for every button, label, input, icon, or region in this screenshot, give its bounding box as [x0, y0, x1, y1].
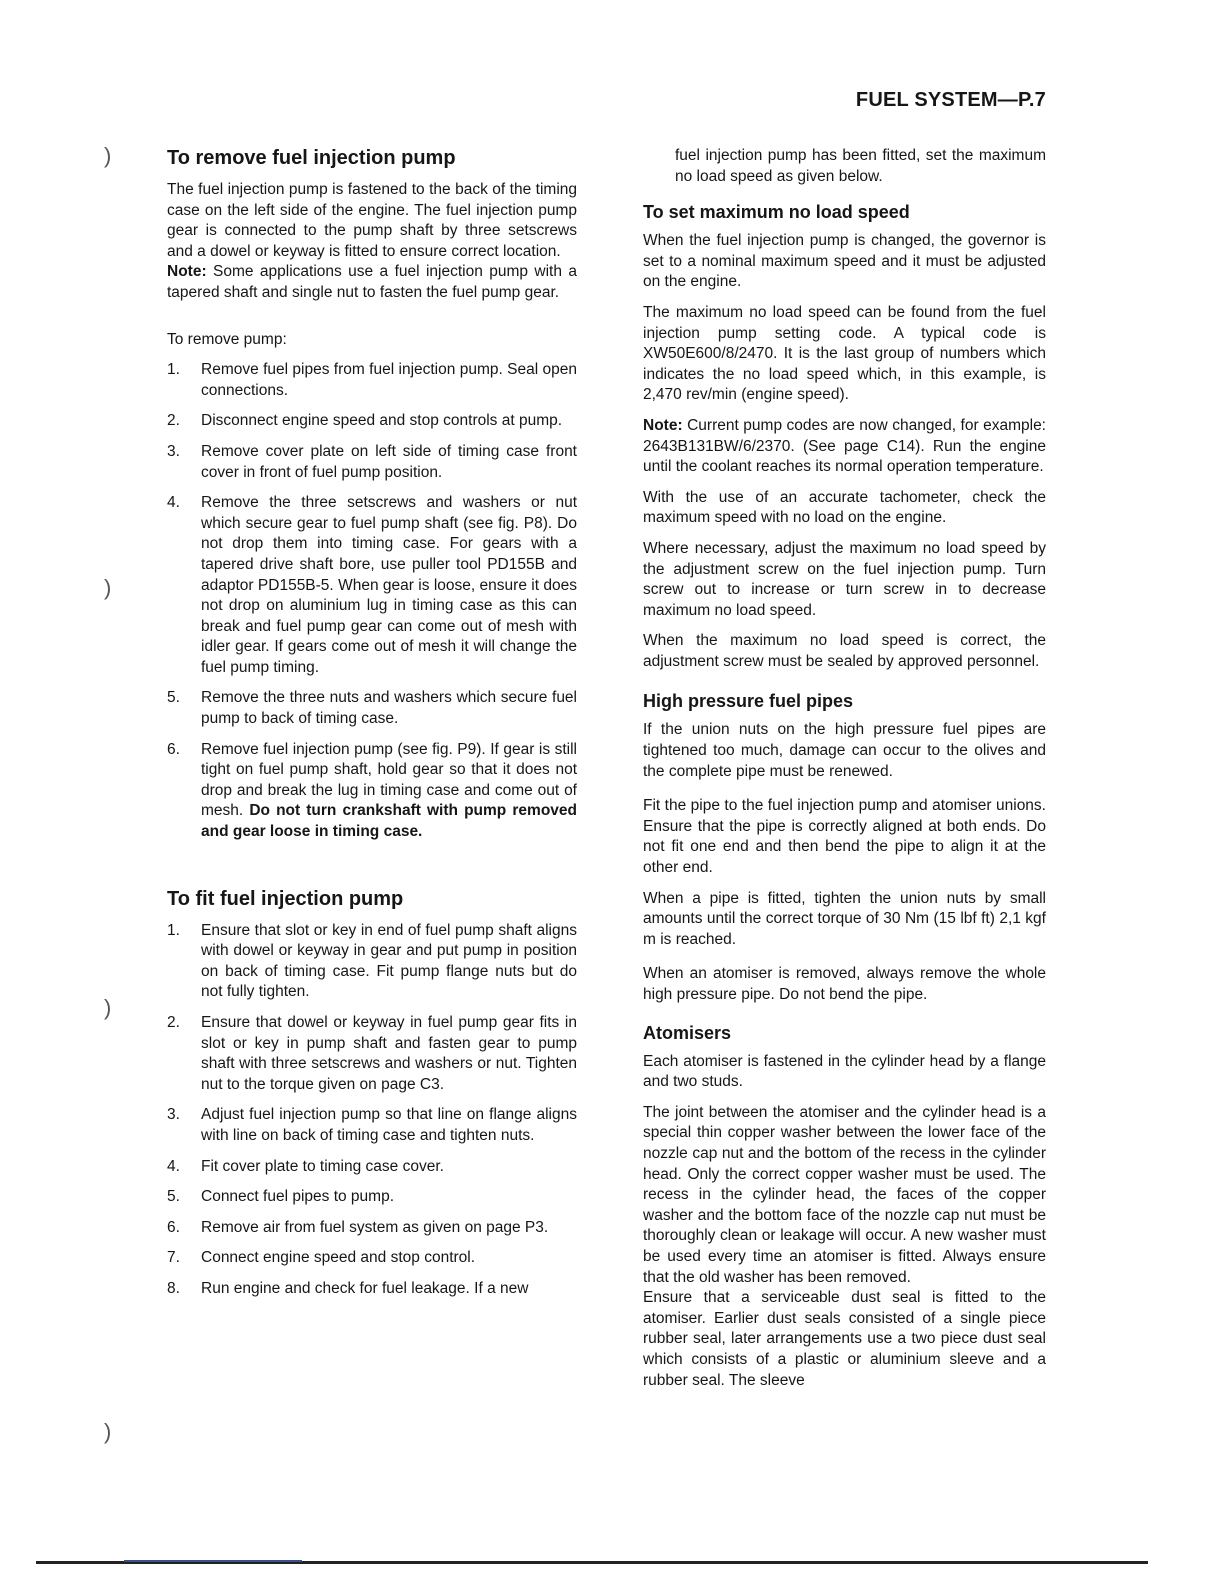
list-item: 5. Remove the three nuts and washers which secure fuel pump to back of timing case.	[167, 689, 577, 728]
paragraph: Where necessary, adjust the maximum no load speed by the adjustment screw on the fuel injection pump. Turn screw out to increase or turn screw in to decrease maximum no load speed.	[643, 539, 1046, 619]
paragraph: When the fuel injection pump is changed, the governor is set to a nominal maximum speed and it must be adjusted on the engine.	[643, 232, 1046, 291]
note-label: Note:	[643, 416, 683, 434]
paragraph: When an atomiser is removed, always remove the whole high pressure pipe. Do not bend the pipe.	[643, 965, 1046, 1003]
list-item: 4. Fit cover plate to timing case cover.	[167, 1157, 444, 1175]
list-item: 3. Adjust fuel injection pump so that line on flange aligns with line on back of timing case and tighten nuts.	[167, 1106, 577, 1144]
fit-steps-list	[167, 921, 577, 1300]
continued-paragraph: fuel injection pump has been fitted, set the maximum no load speed as given below.	[675, 147, 1046, 185]
list-item: 1. Remove fuel pipes from fuel injection pump. Seal open connections.	[167, 361, 577, 399]
paragraph: To remove pump:	[167, 330, 287, 348]
list-item: 6. Remove air from fuel system as given on page P3.	[167, 1218, 549, 1236]
paragraph: Each atomiser is fastened in the cylinder head by a flange and two studs.	[643, 1052, 1046, 1091]
section-heading-remove: To remove fuel injection pump	[167, 147, 456, 169]
note-paragraph	[643, 416, 1046, 478]
margin-mark: )	[104, 1419, 112, 1444]
list-item: 8. Run engine and check for fuel leakage. If a new	[167, 1279, 529, 1297]
paragraph: When a pipe is fitted, tighten the union nuts by small amounts until the correct torque of 30 Nm (15 lbf ft) 2,1 kgf m is reached.	[643, 889, 1046, 948]
paragraph: Ensure that a serviceable dust seal is fitted to the atomiser. Earlier dust seals consisted of a single piece rubber seal, later arrangements use a two piece dust seal which consists of a plastic or aluminium sleeve and a rubber seal. The sleeve	[643, 1289, 1046, 1389]
paragraph: Fit the pipe to the fuel injection pump and atomiser unions. Ensure that the pipe is correctly aligned at both ends. Do not fit one end and then bend the pipe to align it at the other end.	[643, 797, 1046, 877]
note-text: Current pump codes are now changed, for example: 2643B131BW/6/2370. (See page C14). Run the engine until the coolant reaches its normal operation temperature.	[643, 416, 1046, 476]
section-heading-fit: To fit fuel injection pump	[167, 887, 404, 910]
section-heading-pipes: High pressure fuel pipes	[643, 691, 854, 712]
note-label: Note:	[167, 263, 207, 281]
list-item: 1. Ensure that slot or key in end of fuel pump shaft aligns with dowel or keyway in gear and put pump in position on back of timing case. Fit pump flange nuts but do not fully tighten.	[167, 921, 577, 1001]
paragraph: With the use of an accurate tachometer, check the maximum speed with no load on the engine.	[643, 488, 1046, 527]
warning-text: Do not turn crankshaft with pump removed and gear loose in timing case.	[201, 802, 577, 841]
list-item: 3. Remove cover plate on left side of timing case front cover in front of fuel pump position.	[167, 442, 577, 481]
left-column	[167, 146, 577, 1310]
paragraph: The joint between the atomiser and the cylinder head is a special thin copper washer between the lower face of the nozzle cap nut and the bottom of the recess in the cylinder head. Only the correct copper washer must be used. The recess in the cylinder head, the faces of the copper washer and the bottom face of the nozzle cap nut must be thoroughly clean or leakage will occur. A new washer must be used every time an atomiser is fitted. Always ensure that the old washer has been removed.	[643, 1103, 1046, 1286]
paragraph: The fuel injection pump is fastened to the back of the timing case on the left side of the engine. The fuel injection pump gear is connected to the pump shaft by three setscrews and a dowel or keyway is fitted to ensure correct location.	[167, 181, 577, 260]
list-item: 2. Disconnect engine speed and stop controls at pump.	[167, 412, 563, 430]
page-header: FUEL SYSTEM—P.7	[855, 89, 1046, 111]
list-item: 6. Remove fuel injection pump (see fig. P9). If gear is still tight on fuel pump shaft, hold gear so that it does not drop and break the lug in timing case and come out of mesh. Do not turn crankshaft with pump removed and gear loose in timing case.	[167, 740, 577, 841]
note-paragraph	[167, 262, 577, 303]
paragraph: If the union nuts on the high pressure fuel pipes are tightened too much, damage can occur to the olives and the complete pipe must be renewed.	[643, 721, 1046, 780]
section-heading-speed: To set maximum no load speed	[643, 202, 910, 223]
remove-steps-list	[167, 360, 577, 842]
margin-mark: )	[104, 575, 112, 600]
list-item: 5. Connect fuel pipes to pump.	[167, 1188, 395, 1206]
note-text: Some applications use a fuel injection pump with a tapered shaft and single nut to fasten the fuel pump gear.	[167, 263, 577, 301]
list-item: 2. Ensure that dowel or keyway in fuel pump gear fits in slot or key in pump shaft and fasten gear to pump shaft with three setscrews and washers or nut. Tighten nut to the torque given on page C3.	[167, 1014, 577, 1093]
list-item: 4. Remove the three setscrews and washers or nut which secure gear to fuel pump shaft (see fig. P8). Do not drop them into timing case. For gears with a tapered drive shaft bore, use puller tool PD155B and adaptor PD155B-5. When gear is loose, ensure it does not drop on aluminium lug in timing case as this can break and fuel pump gear can come out of mesh with idler gear. If gears come out of mesh it will change the fuel pump timing.	[167, 494, 577, 676]
right-column	[643, 146, 1046, 1401]
paragraph: When the maximum no load speed is correct, the adjustment screw must be sealed by approved personnel.	[643, 632, 1046, 670]
paragraph: The maximum no load speed can be found from the fuel injection pump setting code. A typical code is XW50E600/8/2470. It is the last group of numbers which indicates the no load speed which, in this example, is 2,470 rev/min (engine speed).	[643, 303, 1046, 404]
margin-mark: )	[104, 143, 112, 168]
margin-mark: )	[104, 995, 112, 1020]
footer-rule	[36, 1561, 1148, 1564]
section-heading-atomisers: Atomisers	[643, 1022, 732, 1043]
list-item: 7. Connect engine speed and stop control.	[167, 1249, 476, 1267]
